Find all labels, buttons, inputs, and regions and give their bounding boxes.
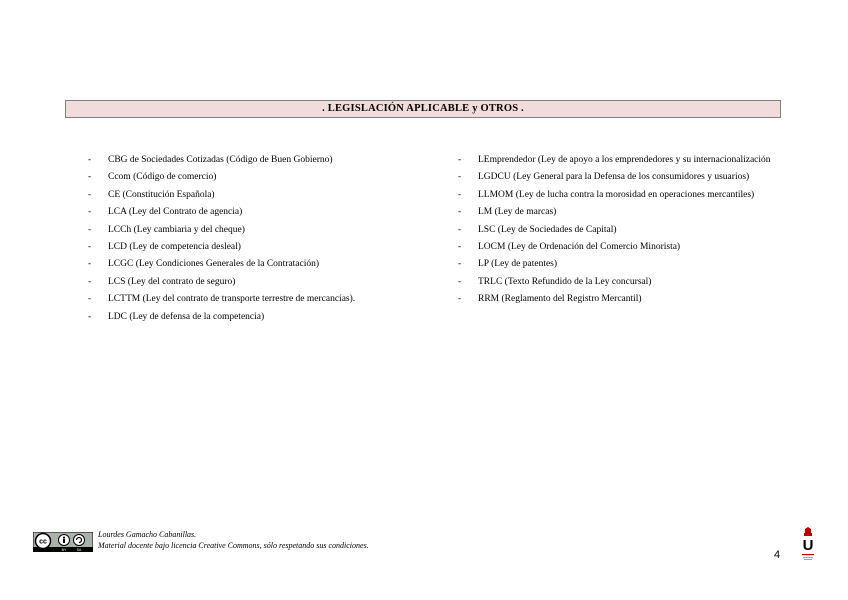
list-item: - LGDCU (Ley General para la Defensa de los consumidores y usuarios) xyxy=(458,169,778,186)
list-item: - LCS (Ley del contrato de seguro) xyxy=(88,274,388,291)
list-item: - LM (Ley de marcas) xyxy=(458,204,778,221)
by-label: BY xyxy=(61,548,67,552)
author-name: Lourdes Gamacho Cabanillas. xyxy=(98,530,197,539)
right-legislation-list xyxy=(458,152,778,309)
list-item: - CBG de Sociedades Cotizadas (Código de Buen Gobierno) xyxy=(88,152,388,169)
university-crest-icon xyxy=(800,527,816,561)
list-item: - LCA (Ley del Contrato de agencia) xyxy=(88,204,388,221)
list-item: - TRLC (Texto Refundido de la Ley concursal) xyxy=(458,274,778,291)
sa-label: SA xyxy=(76,548,82,552)
list-item: - LOCM (Ley de Ordenación del Comercio Minorista) xyxy=(458,239,778,256)
list-item: - LCCh (Ley cambiaria y del cheque) xyxy=(88,222,388,239)
footer-credit xyxy=(98,529,369,551)
list-item: - CE (Constitución Española) xyxy=(88,187,388,204)
page-number: 4 xyxy=(774,549,781,561)
list-item: - RRM (Reglamento del Registro Mercantil) xyxy=(458,291,778,308)
cc-logo-text: cc xyxy=(39,538,47,546)
list-item: - Ccom (Código de comercio) xyxy=(88,169,388,186)
list-item: - LCD (Ley de competencia desleal) xyxy=(88,239,388,256)
list-item: - LLMOM (Ley de lucha contra la morosidad en operaciones mercantiles) xyxy=(458,187,778,204)
list-item: - LP (Ley de patentes) xyxy=(458,256,778,273)
list-item: - LDC (Ley de defensa de la competencia) xyxy=(88,309,388,326)
list-item: - LCTTM (Ley del contrato de transporte terrestre de mercancías). xyxy=(88,291,388,308)
section-title: . LEGISLACIÓN APLICABLE y OTROS . xyxy=(322,103,524,114)
list-item: - LEmprendedor (Ley de apoyo a los emprendedores y su internacionalización xyxy=(458,152,778,169)
section-title-bar xyxy=(65,100,781,118)
list-item: - LCGC (Ley Condiciones Generales de la Contratación) xyxy=(88,256,388,273)
creative-commons-license-icon xyxy=(33,532,93,552)
list-item: - LSC (Ley de Sociedades de Capital) xyxy=(458,222,778,239)
left-legislation-list xyxy=(88,152,388,326)
license-note: Material docente bajo licencia Creative Commons, sólo respetando sus condiciones. xyxy=(98,541,369,550)
logo-letter: U xyxy=(802,537,814,554)
